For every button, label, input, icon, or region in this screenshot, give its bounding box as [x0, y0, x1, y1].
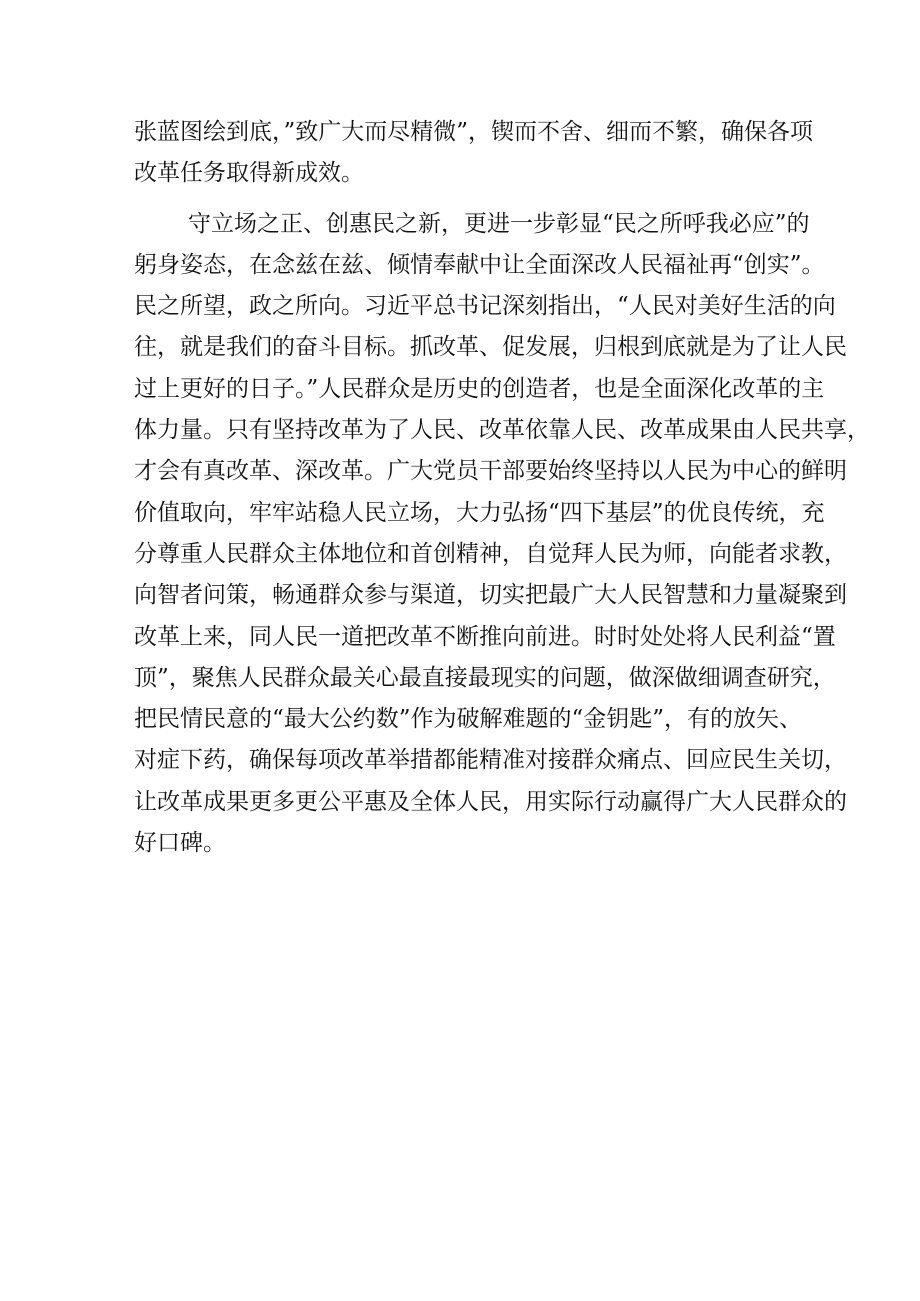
text-line: 顶”，聚焦人民群众最关心最直接最现实的问题，做深做细调查研究，	[134, 664, 836, 691]
text-line: 体力量。只有坚持改革为了人民、改革依靠人民、改革成果由人民共享，	[134, 417, 870, 444]
paragraph-spacer	[134, 195, 796, 204]
text-line: 向智者问策，畅通群众参与渠道，切实把最广大人民智慧和力量凝聚到	[134, 582, 847, 609]
text-line: 过上更好的日子。”人民群众是历史的创造者，也是全面深化改革的主	[134, 375, 825, 402]
text-line: 对症下药，确保每项改革举措都能精准对接群众痛点、回应民生关切，	[134, 747, 847, 774]
text-line: 把民情民意的“最大公约数”作为破解难题的“金钥匙”，有的放矢、	[134, 706, 803, 733]
text-line: 分尊重人民群众主体地位和首创精神，自觉拜人民为师，向能者求教，	[134, 540, 847, 567]
text-line: 民之所望，政之所向。习近平总书记深刻指出，“人民对美好生活的向	[134, 293, 836, 320]
text-line: 才会有真改革、深改革。广大党员干部要始终坚持以人民为中心的鲜明	[134, 458, 847, 485]
paragraph-1	[134, 112, 814, 195]
text-line: 价值取向，牢牢站稳人民立场，大力弘扬“四下基层”的优良传统，充	[134, 499, 825, 526]
text-line: 躬身姿态，在念兹在兹、倾情奉献中让全面深改人民福祉再“创实”。	[134, 251, 825, 278]
text-line: 让改革成果更多更公平惠及全体人民，用实际行动赢得广大人民群众的	[134, 788, 847, 815]
document-body	[134, 112, 870, 864]
text-line-first: 守立场之正、创惠民之新，更进一步彰显“民之所呼我必应”的	[188, 210, 810, 237]
text-line: 往，就是我们的奋斗目标。抓改革、促发展，归根到底就是为了让人民	[134, 334, 847, 361]
text-line-last: 好口碑。	[134, 830, 226, 857]
text-line: 改革任务取得新成效。	[134, 160, 364, 187]
paragraph-2	[134, 204, 870, 865]
text-line: 改革上来，同人民一道把改革不断推向前进。时时处处将人民利益“置	[134, 623, 836, 650]
text-line: 张蓝图绘到底，”致广大而尽精微”，锲而不舍、细而不繁，确保各项	[134, 119, 814, 145]
